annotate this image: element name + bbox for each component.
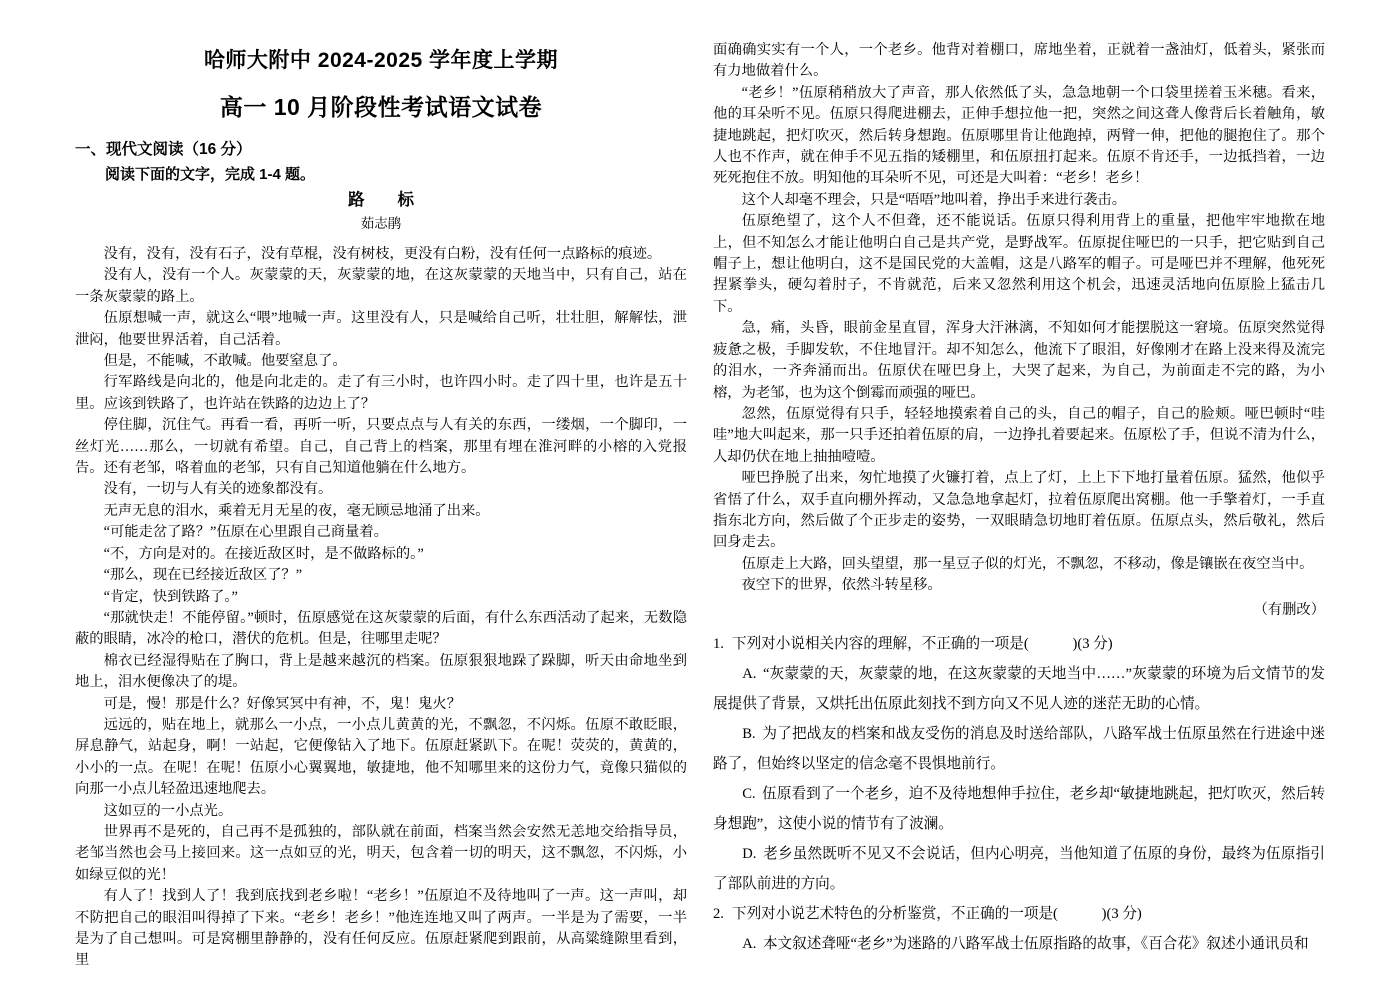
question-1-option-a xyxy=(713,659,1325,719)
passage-paragraph: 但是，不能喊，不敢喊。他要窒息了。 xyxy=(103,353,347,370)
passage-paragraph: 无声无息的泪水，乘着无月无星的夜，毫无顾忌地涌了出来。 xyxy=(103,502,490,519)
passage-paragraph: “那就快走！不能停留。”顿时，伍原感觉在这灰蒙蒙的后面，有什么东西活动了起来，无数隐蔽的眼睛，冰冷的枪口，潜伏的危机。但是，往哪里走呢？ xyxy=(75,609,687,648)
passage-right-text xyxy=(713,40,1325,597)
passage-paragraph: 夜空下的世界，依然斗转星移。 xyxy=(741,577,942,594)
passage-paragraph: 没有，没有，没有石子，没有草棍，没有树枝，更没有白粉，没有任何一点路标的痕迹。 xyxy=(103,246,662,262)
passage-paragraph: “不，方向是对的。在接近敌区时，是不做路标的。” xyxy=(103,545,424,562)
option-text: 为了把战友的档案和战友受伤的消息及时送给部队，八路军战士伍原虽然在行进途中迷路了，但始终以坚定的信念毫不畏惧地前行。 xyxy=(713,725,1325,772)
option-label: B. xyxy=(742,725,756,742)
passage-paragraph: “老乡！”伍原稍稍放大了声音，那人依然低了头，急急地朝一个口袋里搓着玉米穗。看来，他的耳朵听不见。伍原只得爬进棚去，正伸手想拉他一把，突然之间这聋人像背后长着触角，敏捷地跳起，把灯吹灭，然后转身想跑。伍原哪里肯让他跑掉，两臂一伸，把他的腿抱住了。那个人也不作声，就在伸手不见五指的矮棚里，和伍原扭打起来。伍原不肯还手，一边抵挡着，一边死死抱住不放。明知他的耳朵听不见，可还是大叫着：“老乡！老乡！ xyxy=(713,84,1325,187)
option-label: A. xyxy=(742,935,757,952)
questions-block xyxy=(713,629,1325,959)
passage-paragraph: “那么，现在已经接近敌区了？” xyxy=(103,567,303,584)
source-note: （有删改） xyxy=(1253,601,1325,618)
passage-paragraph: “肯定，快到铁路了。” xyxy=(103,588,238,605)
passage-paragraph: 有人了！找到人了！我到底找到老乡啦！“老乡！”伍原迫不及待地叫了一声。这一声叫，却不防把自己的眼泪叫得掉了下来。“老乡！老乡！”他连连地又叫了两声。一半是为了需要，一半是为了自己想叫。可是窝棚里静静的，没有任何反应。伍原赶紧爬到跟前，从高粱缝隙里看到，里 xyxy=(75,888,687,969)
question-1-option-d xyxy=(713,839,1325,899)
section-heading: 一、现代文阅读（16 分） xyxy=(75,141,252,158)
passage-paragraph: 没有人，没有一个人。灰蒙蒙的天，灰蒙蒙的地，在这灰蒙蒙的天地当中，只有自己，站在一条灰蒙蒙的路上。 xyxy=(75,267,687,305)
option-text: 老乡虽然既听不见又不会说话，但内心明亮，当他知道了伍原的身份，最终为伍原指引了部队前进的方向。 xyxy=(713,845,1325,892)
passage-paragraph: 伍原走上大路，回头望望，那一星豆子似的灯光，不飘忽，不移动，像是镶嵌在夜空当中。 xyxy=(741,555,1314,572)
passage-paragraph: 伍原绝望了，这个人不但聋，还不能说话。伍原只得利用背上的重量，把他牢牢地揿在地上，但不知怎么才能让他明白自己是共产党，是野战军。伍原捉住哑巴的一只手，把它贴到自己帽子上，想让他明白，这不是国民党的大盖帽，这是八路军的帽子。可是哑巴并不理解，他死死捏紧拳头，硬勾着肘子，不肯就范，后来又忽然利用这个机会，迅速灵活地向伍原脸上猛击几下。 xyxy=(713,213,1325,315)
reading-instruction: 阅读下面的文字，完成 1-4 题。 xyxy=(105,166,316,183)
passage-left-text xyxy=(75,244,687,972)
question-number: 1. xyxy=(713,635,724,652)
left-column xyxy=(75,40,687,972)
question-1-option-b xyxy=(713,719,1325,779)
question-2 xyxy=(713,899,1325,929)
passage-paragraph: 伍原想喊一声，就这么“喂”地喊一声。这里没有人，只是喊给自己听，壮壮胆，解解怯，泄泄闷，他要世界活着，自己活着。 xyxy=(75,310,687,348)
option-label: C. xyxy=(742,785,756,802)
passage-paragraph: 没有，一切与人有关的迹象都没有。 xyxy=(103,481,333,498)
continuation-paragraph: 面确确实实有一个人，一个老乡。他背对着棚口，席地坐着，正就着一盏油灯，低着头，紧张而有力地做着什么。 xyxy=(713,42,1325,80)
question-stem: 下列对小说艺术特色的分析鉴赏，不正确的一项是( )(3 分) xyxy=(731,905,1142,922)
passage-paragraph: 急，痛，头昏，眼前金星直冒，浑身大汗淋漓，不知如何才能摆脱这一窘境。伍原突然觉得疲惫之极，手脚发软，不住地冒汗。却不知怎么，他流下了眼泪，好像刚才在路上没来得及流完的泪水，一齐奔涌而出。伍原伏在哑巴身上，大哭了起来，为自己，为前面走不完的路，为小榕，为老邹，也为这个倒霉而顽强的哑巴。 xyxy=(713,320,1325,401)
passage-paragraph: 这个人却毫不理会，只是“唔唔”地叫着，挣出手来进行袭击。 xyxy=(741,191,1127,208)
passage-paragraph: 世界再不是死的，自己再不是孤独的，部队就在前面，档案当然会安然无恙地交给指导员，老邹当然也会马上接回来。这一点如豆的光，明天，包含着一切的明天，这不飘忽，不闪烁，小如绿豆似的光！ xyxy=(75,823,687,883)
option-label: D. xyxy=(742,845,757,862)
passage-author: 茹志鹃 xyxy=(360,216,402,231)
question-number: 2. xyxy=(713,905,724,922)
exam-title: 哈师大附中 2024-2025 学年度上学期 xyxy=(203,49,559,72)
passage-title: 路 标 xyxy=(348,191,414,209)
passage-paragraph: 可是，慢！那是什么？好像冥冥中有神，不，鬼！鬼火？ xyxy=(103,695,462,712)
question-stem: 下列对小说相关内容的理解，不正确的一项是( )(3 分) xyxy=(731,635,1113,652)
question-2-option-a xyxy=(713,929,1325,959)
passage-paragraph: 行军路线是向北的，他是向北走的。走了有三小时，也许四小时。走了四十里，也许是五十里。应该到铁路了，也许站在铁路的边边上了？ xyxy=(75,374,687,412)
question-1 xyxy=(713,629,1325,659)
passage-paragraph: 远远的，贴在地上，就那么一小点，一小点儿黄黄的光，不飘忽，不闪烁。伍原不敢眨眼，屏息静气，站起身，啊！一站起，它便像钻入了地下。伍原赶紧趴下。在呢！荧荧的，黄黄的，小小的一点。在呢！在呢！伍原小心翼翼地，敏捷地，他不知哪里来的这份力气，竟像只猫似的向那一小点儿轻盈迅速地爬去。 xyxy=(75,716,687,798)
question-1-option-c xyxy=(713,779,1325,839)
passage-paragraph: 这如豆的一小点光。 xyxy=(103,802,233,819)
passage-paragraph: 停住脚，沉住气。再看一看，再听一听，只要点点与人有关的东西，一缕烟，一个脚印，一丝灯光……那么，一切就有希望。自己，自己背上的档案，那里有埋在淮河畔的小榕的入党报告。还有老邹，咯着血的老邹，只有自己知道他躺在什么地方。 xyxy=(75,417,687,477)
passage-paragraph: 哑巴挣脱了出来，匆忙地摸了火镰打着，点上了灯，上上下下地打量着伍原。猛然，他似乎省悟了什么，双手直向棚外挥动，又急急地拿起灯，拉着伍原爬出窝棚。他一手擎着灯，一手直指东北方向，然后做了个正步走的姿势，一双眼睛急切地盯着伍原。伍原点头，然后敬礼，然后回身走去。 xyxy=(713,470,1325,551)
option-label: A. xyxy=(742,665,757,682)
passage-paragraph: 棉衣已经湿得贴在了胸口，背上是越来越沉的档案。伍原狠狠地跺了跺脚，听天由命地坐到地上，泪水便像决了的堤。 xyxy=(75,652,687,691)
passage-paragraph: 忽然，伍原觉得有只手，轻轻地摸索着自己的头，自己的帽子，自己的脸颊。哑巴顿时“哇哇”地大叫起来，那一只手还拍着伍原的肩，一边挣扎着要起来。伍原松了手，但说不清为什么，人却仍伏在地上抽抽噎噎。 xyxy=(713,405,1325,465)
exam-subtitle: 高一 10 月阶段性考试语文试卷 xyxy=(219,94,543,120)
option-text: “灰蒙蒙的天，灰蒙蒙的地，在这灰蒙蒙的天地当中……”灰蒙蒙的环境为后文情节的发展提供了背景，又烘托出伍原此刻找不到方向又不见人迹的迷茫无助的心情。 xyxy=(713,665,1325,712)
passage-paragraph: “可能走岔了路？”伍原在心里跟自己商量着。 xyxy=(103,524,388,541)
right-column xyxy=(713,40,1325,959)
option-text: 本文叙述聋哑“老乡”为迷路的八路军战士伍原指路的故事，《百合花》叙述小通讯员和 xyxy=(762,935,1309,952)
option-text: 伍原看到了一个老乡，迫不及待地想伸手拉住，老乡却“敏捷地跳起，把灯吹灭，然后转身想跑”，这使小说的情节有了波澜。 xyxy=(713,785,1325,832)
